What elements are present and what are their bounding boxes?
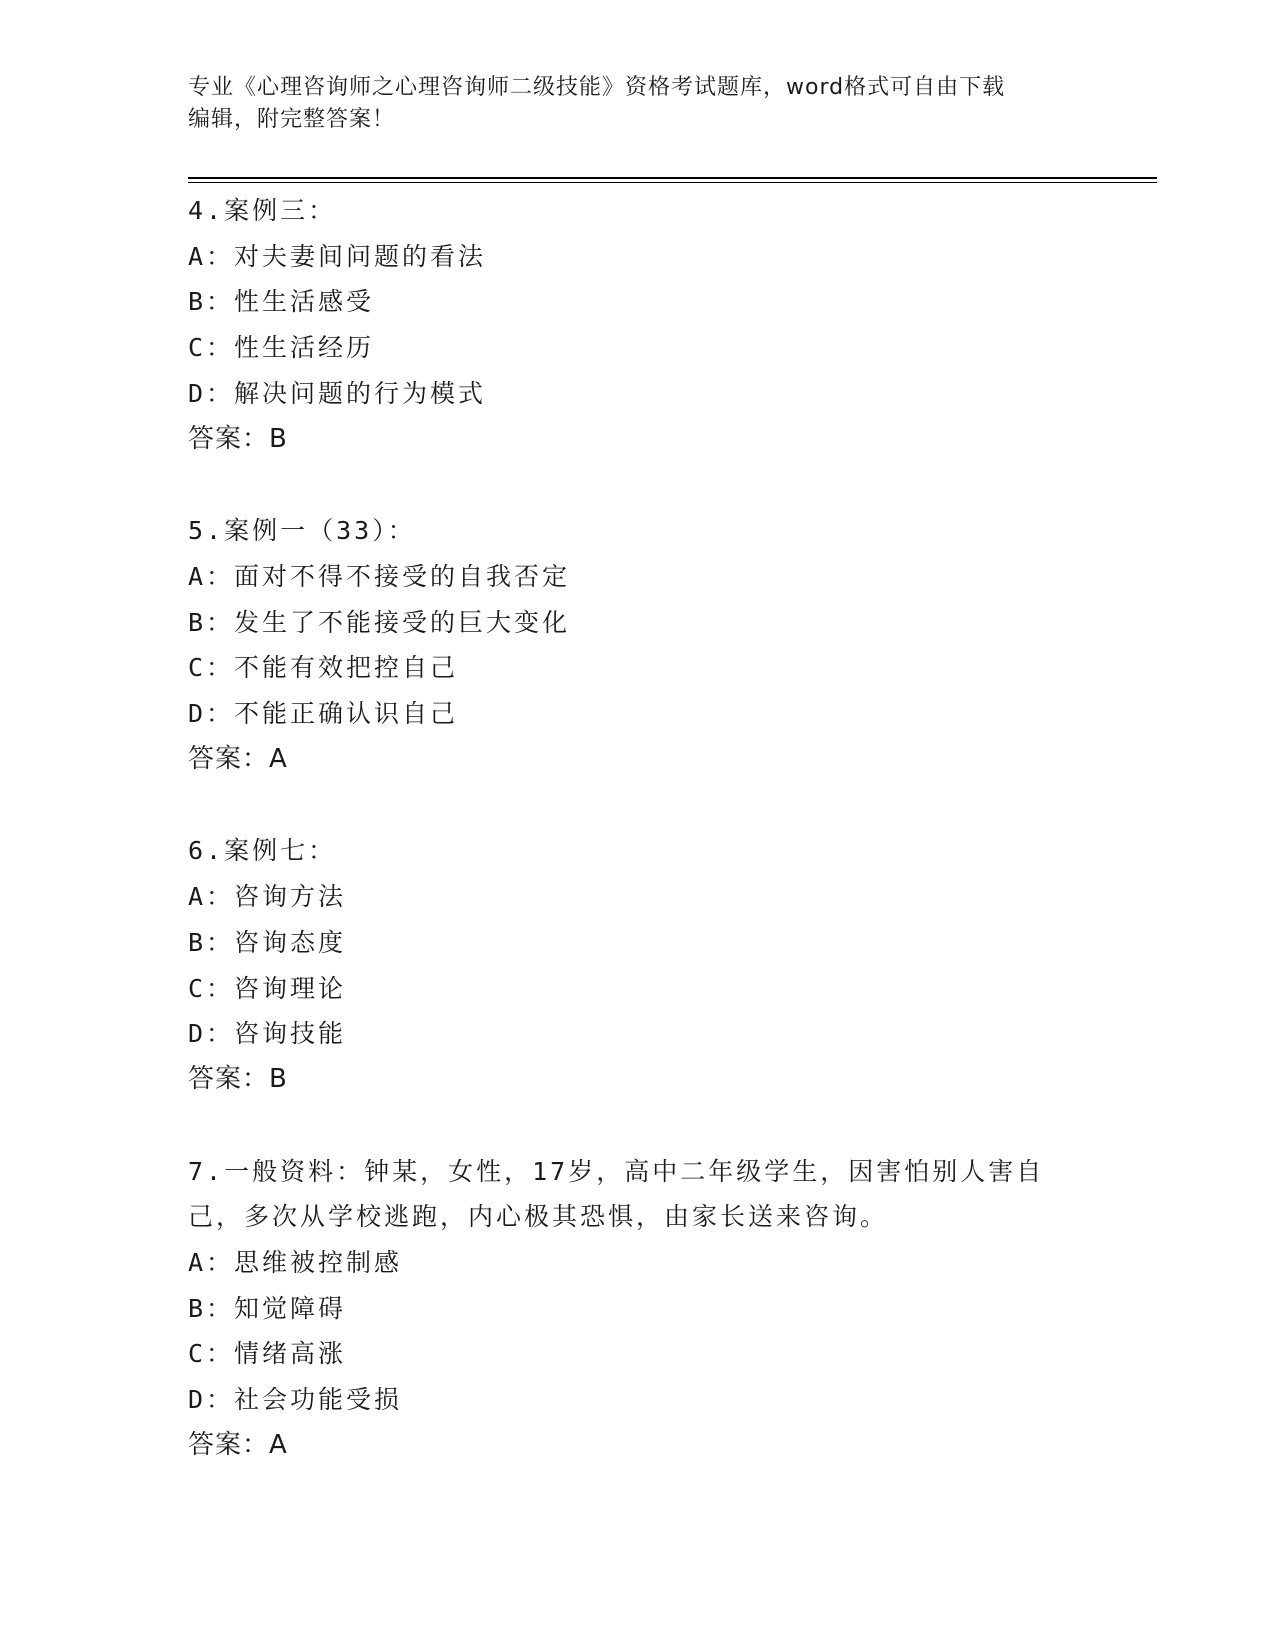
option-b: B：咨询态度: [188, 927, 347, 957]
question-stem: 6.案例七：: [188, 836, 337, 866]
option-c: C：咨询理论: [188, 973, 347, 1003]
option-b: B：性生活感受: [188, 287, 375, 317]
answer-line: 答案：B: [188, 423, 288, 454]
option-a: A：思维被控制感: [188, 1248, 403, 1278]
option-a: A：对夫妻间问题的看法: [188, 241, 487, 271]
option-d: D：不能正确认识自己: [188, 699, 459, 729]
document-header: [188, 72, 1088, 136]
option-a: A：面对不得不接受的自我否定: [188, 561, 571, 591]
option-b: B：发生了不能接受的巨大变化: [188, 607, 571, 637]
option-d: D：社会功能受损: [188, 1385, 403, 1415]
answer-line: 答案：B: [188, 1063, 288, 1094]
header-divider-thick: [188, 177, 1157, 179]
option-b: B：知觉障碍: [188, 1293, 347, 1323]
question-stem: 5.案例一（33）：: [188, 516, 416, 546]
header-divider-thin: [188, 182, 1157, 183]
header-line-1: 专业《心理咨询师之心理咨询师二级技能》资格考试题库，word格式可自由下载: [188, 75, 1006, 100]
question-4: [188, 188, 1148, 462]
question-7: [188, 1149, 1148, 1469]
option-c: C：性生活经历: [188, 333, 375, 363]
question-5: [188, 508, 1148, 782]
header-line-2: 编辑，附完整答案！: [188, 107, 396, 132]
question-stem-line-2: 己，多次从学校逃跑，内心极其恐惧，由家长送来咨询。: [188, 1202, 889, 1232]
option-c: C：不能有效把控自己: [188, 653, 459, 683]
option-a: A：咨询方法: [188, 882, 347, 912]
option-d: D：解决问题的行为模式: [188, 378, 487, 408]
question-stem: 4.案例三：: [188, 196, 337, 225]
question-list: [188, 188, 1148, 1515]
answer-line: 答案：A: [188, 743, 288, 774]
question-6: [188, 828, 1148, 1102]
option-c: C：情绪高涨: [188, 1339, 347, 1369]
option-d: D：咨询技能: [188, 1019, 347, 1049]
question-stem-line-1: 7.一般资料：钟某，女性，17岁，高中二年级学生，因害怕别人害自: [188, 1156, 1045, 1186]
answer-line: 答案：A: [188, 1429, 288, 1460]
